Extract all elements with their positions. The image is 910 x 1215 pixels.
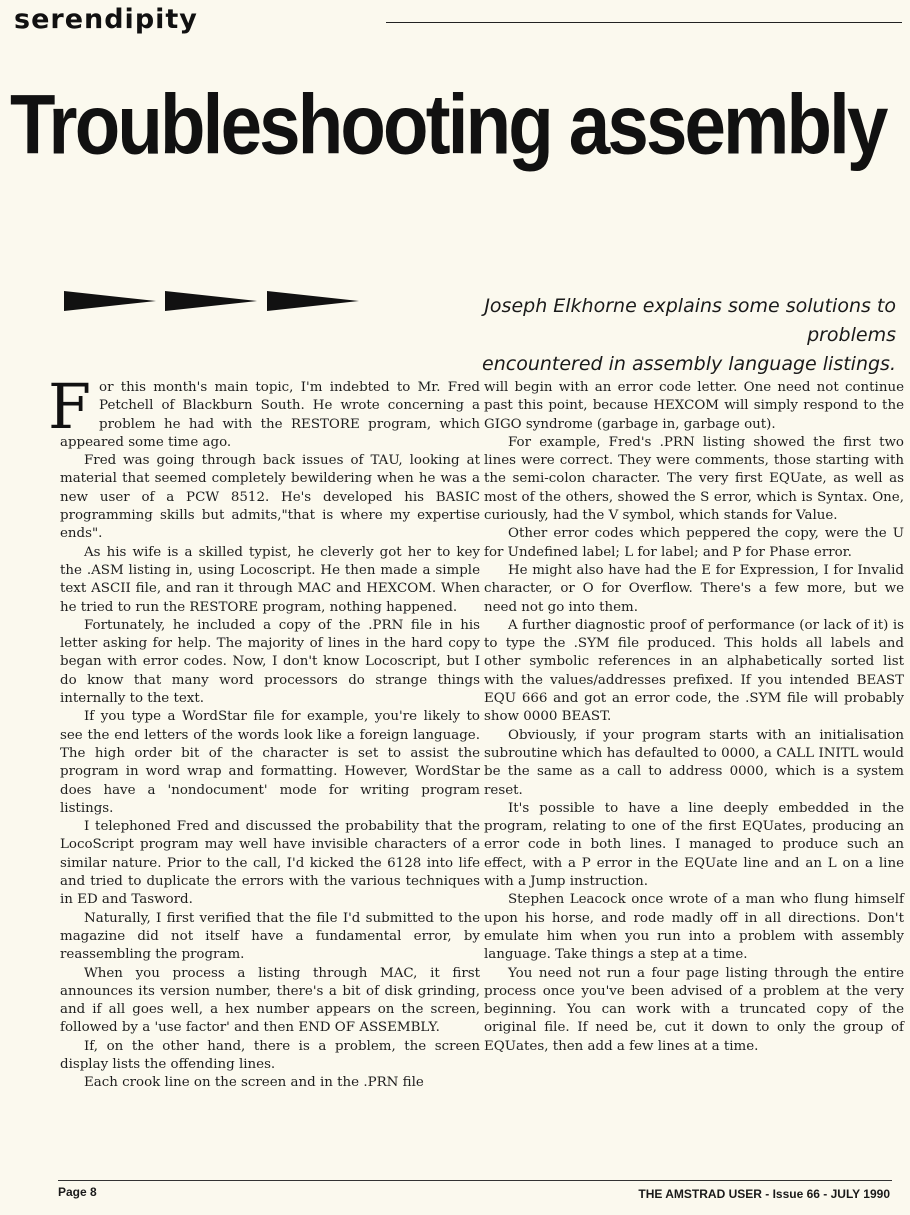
article-paragraph: Naturally, I first verified that the file I'd submitted to the magazine did not itself have a fundamental error, by reassembling the program. (60, 910, 480, 963)
article-paragraph: Fortunately, he included a copy of the .PRN file in his letter asking for help. The majority of lines in the hard copy began with error codes. Now, I don't know Locoscript, but I do know that many word processors do strange things internally to the text. (60, 617, 480, 707)
article-paragraph: I telephoned Fred and discussed the probability that the LocoScript program may well have invisible characters of a similar nature. Prior to the call, I'd kicked the 6128 into life and tried to duplicate the errors with the various techniques in ED and Tasword. (60, 819, 480, 908)
headline: Troubleshooting assembly (10, 77, 886, 172)
article-paragraph: He might also have had the E for Expression, I for Invalid character, or O for Overflow. There's a few more, but we need not go into them. (484, 562, 904, 615)
article-column-left (48, 370, 480, 1093)
article-paragraph: will begin with an error code letter. One need not continue past this point, because HEXCOM will simply respond to the GIGO syndrome (garbage in, garbage out). (484, 380, 904, 432)
article-paragraph: Other error codes which peppered the copy, were the U for Undefined label; L for label; and P for Phase error. (484, 526, 904, 560)
article-paragraph: Stephen Leacock once wrote of a man who flung himself upon his horse, and rode madly off in all directions. Don't emulate him when you run into a problem with assembly language. Take things a step at a time. (484, 892, 904, 963)
article-paragraph: A further diagnostic proof of performance (or lack of it) is to type the .SYM file produced. This holds all labels and other symbolic references in an alphabetically sorted list with the values/addresses prefixed. If you intended BEAST EQU 666 and got an error code, the .SYM file will probably show 0000 BEAST. (484, 617, 904, 725)
article-paragraph: For example, Fred's .PRN listing showed the first two lines were correct. They were comments, those starting with the semi-colon character. The very first EQUate, as well as most of the others, showed the S error, which is Syntax. One, curiously, had the V symbol, which stands for Value. (484, 434, 904, 524)
standfirst-line: Joseph Elkhorne explains some solutions to problems (484, 295, 896, 346)
magazine-issue-line: THE AMSTRAD USER - Issue 66 - JULY 1990 (638, 1187, 890, 1201)
article-paragraph (48, 370, 480, 452)
article-paragraph: It's possible to have a line deeply embedded in the program, relating to one of the first EQUates, producing an error code in both lines. I managed to produce such an effect, with a P error in the EQUate line and an L on a line with a Jump instruction. (484, 800, 904, 890)
article-paragraph: As his wife is a skilled typist, he cleverly got her to key the .ASM listing in, using Locoscript. He then made a simple text ASCII file, and ran it through MAC and HEXCOM. When he tried to run the RESTORE program, nothing happened. (60, 544, 480, 615)
article-paragraph: Each crook line on the screen and in the .PRN file (84, 1075, 424, 1091)
drop-cap: F (48, 370, 92, 443)
article-paragraph: If you type a WordStar file for example, you're likely to see the end letters of the words look like a foreign language. The high order bit of the character is set to assist the program in word wrap and formatting. However, WordStar does have a 'nondocument' mode for writing program listings. (60, 709, 480, 816)
article-paragraph: When you process a listing through MAC, it first announces its version number, there's a bit of disk grinding, and if all goes well, a hex number appears on the screen, followed by a 'use factor' and then END OF ASSEMBLY. (60, 965, 480, 1036)
standfirst (396, 292, 896, 379)
article-paragraph: Fred was going through back issues of TAU, looking at material that seemed completely bewildering when he was a new user of a PCW 8512. He's developed his BASIC programming skills but admits,"that is where my expertise ends". (60, 453, 480, 542)
arrow-decoration (64, 288, 364, 314)
header-rule (386, 22, 902, 23)
footer-rule (58, 1180, 892, 1181)
standfirst-line: encountered in assembly language listings. (482, 353, 896, 375)
paragraph-text: or this month's main topic, I'm indebted to Mr. Fred Petchell of Blackburn South. He wrote concerning a problem he had with the RESTORE program, which appeared some time ago. (60, 380, 480, 450)
article-paragraph: If, on the other hand, there is a problem, the screen display lists the offending lines. (60, 1038, 480, 1072)
page-number: Page 8 (58, 1185, 97, 1199)
arrow-icon (165, 291, 257, 311)
article-column-right (484, 379, 904, 1056)
section-label: serendipity (14, 4, 198, 35)
section-header (14, 6, 902, 34)
arrow-icon (267, 291, 359, 311)
article-paragraph: You need not run a four page listing through the entire process once you've been advised of a problem at the very beginning. You can work with a truncated copy of the original file. If need be, cut it down to only the group of EQUates, then add a few lines at a time. (484, 965, 904, 1054)
arrow-icon (64, 291, 156, 311)
article-paragraph: Obviously, if your program starts with an initialisation subroutine which has defaulted to 0000, a CALL INITL would be the same as a call to address 0000, which is a system reset. (484, 727, 904, 798)
